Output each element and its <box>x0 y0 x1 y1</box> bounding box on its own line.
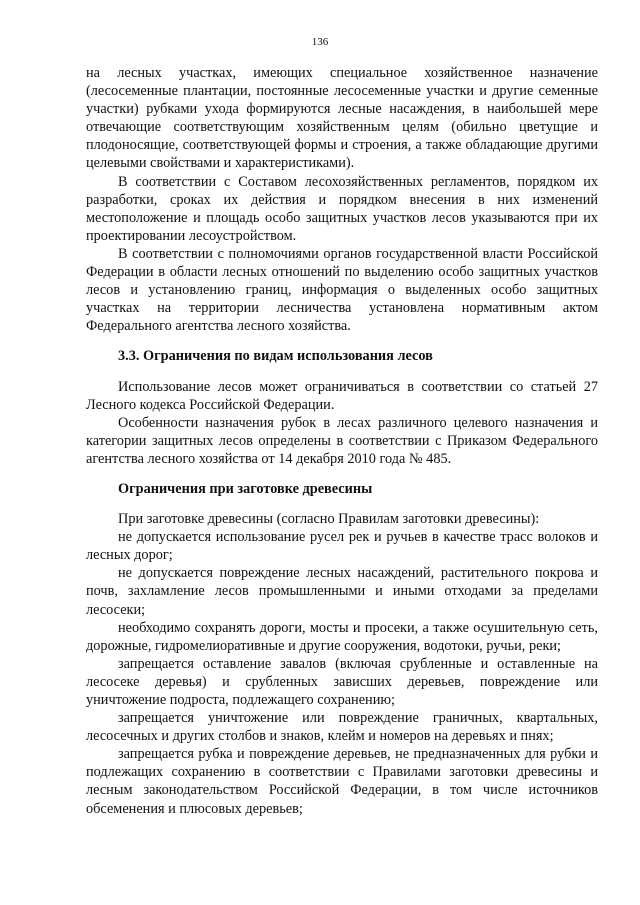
paragraph: В соответствии с полномочиями органов государственной власти Российской Федерации в области лесных отношений по выделению особо защитных участков лесов и установлению границ, информация о выделенных особо защитных участках на территории лесничества установлена нормативным актом Федерального агентства лесного хозяйства. <box>86 245 598 335</box>
list-item: не допускается использование русел рек и ручьев в качестве трасс волоков и лесных дорог; <box>86 529 598 564</box>
section-heading: 3.3. Ограничения по видам использования лесов <box>118 348 433 365</box>
list-item: запрещается оставление завалов (включая срубленные и оставленные на лесосеке деревья) и срубленных зависших деревьев, повреждение или уничтожение подроста, подлежащего сохранению; <box>86 655 598 708</box>
paragraph: Особенности назначения рубок в лесах различного целевого назначения и категории защитных лесов определены в соответствии с Приказом Федерального агентства лесного хозяйства от 14 декабря 2010 года № 485. <box>86 414 598 467</box>
page-number: 136 <box>311 36 329 48</box>
list-item: запрещается рубка и повреждение деревьев, не предназначенных для рубки и подлежащих сохранению в соответствии с Правилами заготовки древесины и лесным законодательством Российской Федерации, в том числе источников обсеменения и плюсовых деревьев; <box>86 746 598 817</box>
paragraph: Использование лесов может ограничиваться в соответствии со статьей 27 Лесного кодекса Российской Федерации. <box>86 378 598 413</box>
list-item: запрещается уничтожение или повреждение граничных, квартальных, лесосечных и других столбов и знаков, клейм и номеров на деревьях и пнях; <box>86 710 598 745</box>
paragraph: При заготовке древесины (согласно Правилам заготовки древесины): <box>118 511 540 528</box>
list-item: необходимо сохранять дороги, мосты и просеки, а также осушительную сеть, дорожные, гидромелиоративные и другие сооружения, водотоки, ручьи, реки; <box>86 619 598 654</box>
list-item: не допускается повреждение лесных насаждений, растительного покрова и почв, захламление лесов промышленными и иными отходами за пределами лесосеки; <box>86 565 598 618</box>
paragraph: В соответствии с Составом лесохозяйственных регламентов, порядком их разработки, сроках их действия и порядком внесения в них изменений местоположение и площадь особо защитных участков лесов указываются при их проектировании лесоустройством. <box>86 173 598 244</box>
page-body <box>86 64 598 818</box>
subsection-heading: Ограничения при заготовке древесины <box>118 480 373 497</box>
paragraph: на лесных участках, имеющих специальное хозяйственное назначение (лесосеменные плантации, постоянные лесосеменные участки и другие семенные участки) рубками ухода формируются лесные насаждения, в наибольшей мере отвечающие соответствующим хозяйственным целям (обильно цветущие и плодоносящие, соответствующей формы и строения, а также обладающие другими целевыми свойствами и характеристиками). <box>86 65 598 172</box>
